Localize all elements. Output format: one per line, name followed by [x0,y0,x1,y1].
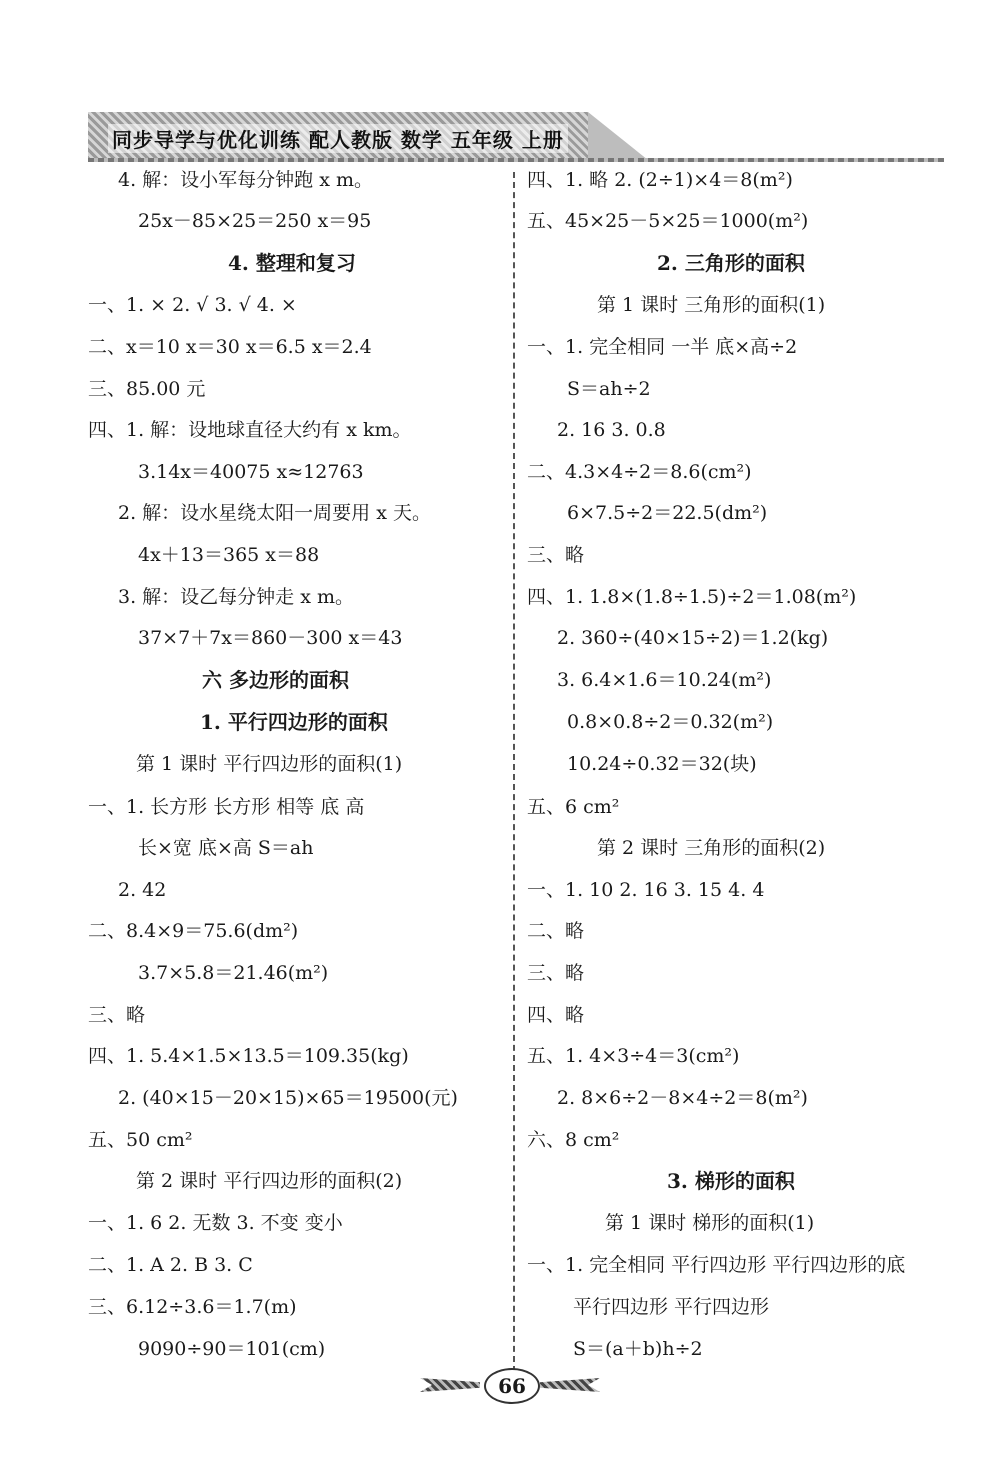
answer-line: 五、6 cm² [527,796,620,818]
section-heading: 2. 三角形的面积 [657,251,805,275]
answer-line: 五、1. 4×3÷4＝3(cm²) [527,1045,740,1067]
answer-line: 2. 42 [118,879,167,901]
answer-line: 四、略 [527,1004,585,1026]
answer-line: 四、1. 略 2. (2÷1)×4＝8(m²) [527,169,793,191]
header-band-tail [588,112,648,160]
answer-line: 3. 解：设乙每分钟走 x m。 [118,586,354,608]
answer-line: 三、略 [527,962,585,984]
answer-line: 五、50 cm² [88,1129,193,1151]
answer-line: 四、1. 1.8×(1.8÷1.5)÷2＝1.08(m²) [527,586,857,608]
answer-line: 6×7.5÷2＝22.5(dm²) [567,502,768,524]
answer-line: 平行四边形 平行四边形 [573,1296,770,1318]
page-number: 66 [484,1368,540,1404]
answer-line: 一、1. × 2. √ 3. √ 4. × [88,294,297,316]
lesson-heading: 第 2 课时 三角形的面积(2) [597,837,826,859]
section-heading: 3. 梯形的面积 [667,1169,795,1193]
answer-line: 三、85.00 元 [88,378,206,400]
answer-line: 10.24÷0.32＝32(块) [567,753,757,775]
header-rule [88,158,944,162]
column-divider [513,172,515,1372]
answer-line: 四、1. 5.4×1.5×13.5＝109.35(kg) [88,1045,409,1067]
chapter-heading: 六 多边形的面积 [202,668,349,692]
answer-line: 4. 解：设小军每分钟跑 x m。 [118,169,373,191]
answer-line: 一、1. 长方形 长方形 相等 底 高 [88,796,365,818]
footer-ornament-right [540,1378,600,1392]
lesson-heading: 第 1 课时 三角形的面积(1) [597,294,826,316]
answer-line: 3.7×5.8＝21.46(m²) [138,962,329,984]
answer-line: 四、1. 解：设地球直径大约有 x km。 [88,419,412,441]
answer-line: 2. 解：设水星绕太阳一周要用 x 天。 [118,502,431,524]
answer-line: 3. 6.4×1.6＝10.24(m²) [557,669,772,691]
answer-line: 二、略 [527,920,585,942]
answer-line: S＝(a＋b)h÷2 [573,1338,703,1360]
answer-line: S＝ah÷2 [567,378,651,400]
answer-line: 4x＋13＝365 x＝88 [138,544,320,566]
answer-line: 长×宽 底×高 S＝ah [138,837,314,859]
answer-line: 2. 16 3. 0.8 [557,419,666,441]
answer-line: 3.14x＝40075 x≈12763 [138,461,364,483]
lesson-heading: 第 2 课时 平行四边形的面积(2) [136,1170,403,1192]
answer-line: 一、1. 完全相同 平行四边形 平行四边形的底 [527,1254,906,1276]
answer-line: 一、1. 10 2. 16 3. 15 4. 4 [527,879,765,901]
answer-line: 三、略 [527,544,585,566]
section-heading: 1. 平行四边形的面积 [200,710,388,734]
lesson-heading: 第 1 课时 梯形的面积(1) [605,1212,815,1234]
footer-ornament-left [420,1378,480,1392]
book-title: 同步导学与优化训练 配人教版 数学 五年级 上册 [108,124,568,153]
answer-line: 二、8.4×9＝75.6(dm²) [88,920,299,942]
answer-line: 2. 8×6÷2－8×4÷2＝8(m²) [557,1087,808,1109]
answer-line: 二、1. A 2. B 3. C [88,1254,253,1276]
answer-line: 二、4.3×4÷2＝8.6(cm²) [527,461,752,483]
answer-line: 三、6.12÷3.6＝1.7(m) [88,1296,297,1318]
answer-line: 一、1. 完全相同 一半 底×高÷2 [527,336,798,358]
answer-line: 六、8 cm² [527,1129,620,1151]
answer-line: 9090÷90＝101(cm) [138,1338,326,1360]
answer-line: 25x－85×25＝250 x＝95 [138,210,372,232]
answer-line: 37×7＋7x＝860－300 x＝43 [138,627,403,649]
answer-line: 二、x＝10 x＝30 x＝6.5 x＝2.4 [88,336,372,358]
answer-line: 三、略 [88,1004,146,1026]
lesson-heading: 第 1 课时 平行四边形的面积(1) [136,753,403,775]
answer-line: 一、1. 6 2. 无数 3. 不变 变小 [88,1212,343,1234]
answer-line: 0.8×0.8÷2＝0.32(m²) [567,711,774,733]
page-footer [420,1368,600,1402]
section-heading: 4. 整理和复习 [228,251,356,275]
answer-line: 五、45×25－5×25＝1000(m²) [527,210,809,232]
answer-line: 2. 360÷(40×15÷2)＝1.2(kg) [557,627,829,649]
answer-line: 2. (40×15－20×15)×65＝19500(元) [118,1087,458,1109]
